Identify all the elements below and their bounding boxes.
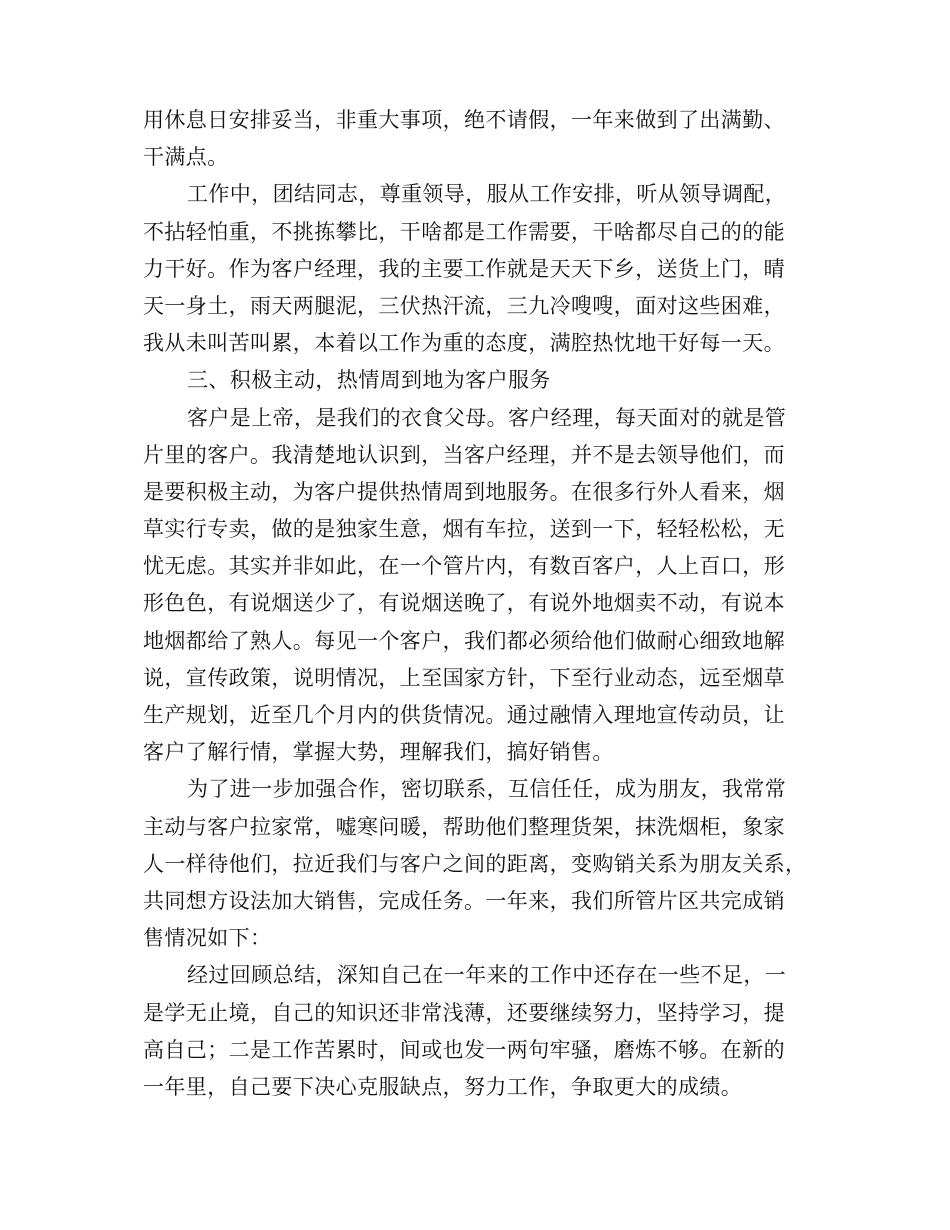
text-line: 人一样待他们，拉近我们与客户之间的距离，变购销关系为朋友关系， <box>143 851 807 876</box>
text-line: 售情况如下： <box>143 926 272 951</box>
text-line: 是要积极主动，为客户提供热情周到地服务。在很多行外人看来，烟 <box>143 479 785 504</box>
text-line: 为了进一步加强合作，密切联系，互信任任，成为朋友，我常常 <box>187 777 787 802</box>
text-line: 经过回顾总结，深知自己在一年来的工作中还存在一些不足，一 <box>187 963 787 988</box>
text-line: 用休息日安排妥当，非重大事项，绝不请假，一年来做到了出满勤、 <box>143 108 785 132</box>
text-line: 地烟都给了熟人。每见一个客户，我们都必须给他们做耐心细致地解 <box>143 628 785 653</box>
text-line: 片里的客户。我清楚地认识到，当客户经理，并不是去领导他们，而 <box>143 442 785 467</box>
text-line: 主动与客户拉家常，嘘寒问暖，帮助他们整理货架，抹洗烟柜，象家 <box>143 814 785 839</box>
text-line: 不拈轻怕重，不挑拣攀比，干啥都是工作需要，干啥都尽自己的的能 <box>143 219 785 244</box>
text-line: 共同想方设法加大销售，完成任务。一年来，我们所管片区共完成销 <box>143 888 785 913</box>
text-line: 是学无止境，自己的知识还非常浅薄，还要继续努力，坚持学习，提 <box>143 1000 785 1025</box>
text-line: 形色色，有说烟送少了，有说烟送晚了，有说外地烟卖不动，有说本 <box>143 591 785 616</box>
text-line: 忧无虑。其实并非如此，在一个管片内，有数百客户，人上百口，形 <box>143 554 785 579</box>
text-line: 我从未叫苦叫累，本着以工作为重的态度，满腔热忱地干好每一天。 <box>143 331 785 356</box>
text-line: 干满点。 <box>143 145 229 170</box>
text-line: 生产规划，近至几个月内的供货情况。通过融情入理地宣传动员，让 <box>143 703 785 727</box>
text-line: 力干好。作为客户经理，我的主要工作就是天天下乡，送货上门，晴 <box>143 256 785 281</box>
text-line: 高自己；二是工作苦累时，间或也发一两句牢骚，磨炼不够。在新的 <box>143 1037 785 1062</box>
text-line: 工作中，团结同志，尊重领导，服从工作安排，听从领导调配， <box>187 182 787 207</box>
text-line: 草实行专卖，做的是独家生意，烟有车拉，送到一下，轻轻松松，无 <box>143 517 785 542</box>
document-body <box>143 102 813 1106</box>
text-line: 客户了解行情，掌握大势，理解我们，搞好销售。 <box>143 740 614 765</box>
text-line: 三、积极主动，热情周到地为客户服务 <box>187 368 551 393</box>
text-line: 天一身土，雨天两腿泥，三伏热汗流，三九冷嗖嗖，面对这些困难， <box>143 293 785 318</box>
text-line: 一年里，自己要下决心克服缺点，努力工作，争取更大的成绩。 <box>143 1074 743 1099</box>
text-line: 客户是上帝，是我们的衣食父母。客户经理，每天面对的就是管 <box>187 405 787 430</box>
text-line: 说，宣传政策，说明情况，上至国家方针，下至行业动态，远至烟草 <box>143 665 785 690</box>
